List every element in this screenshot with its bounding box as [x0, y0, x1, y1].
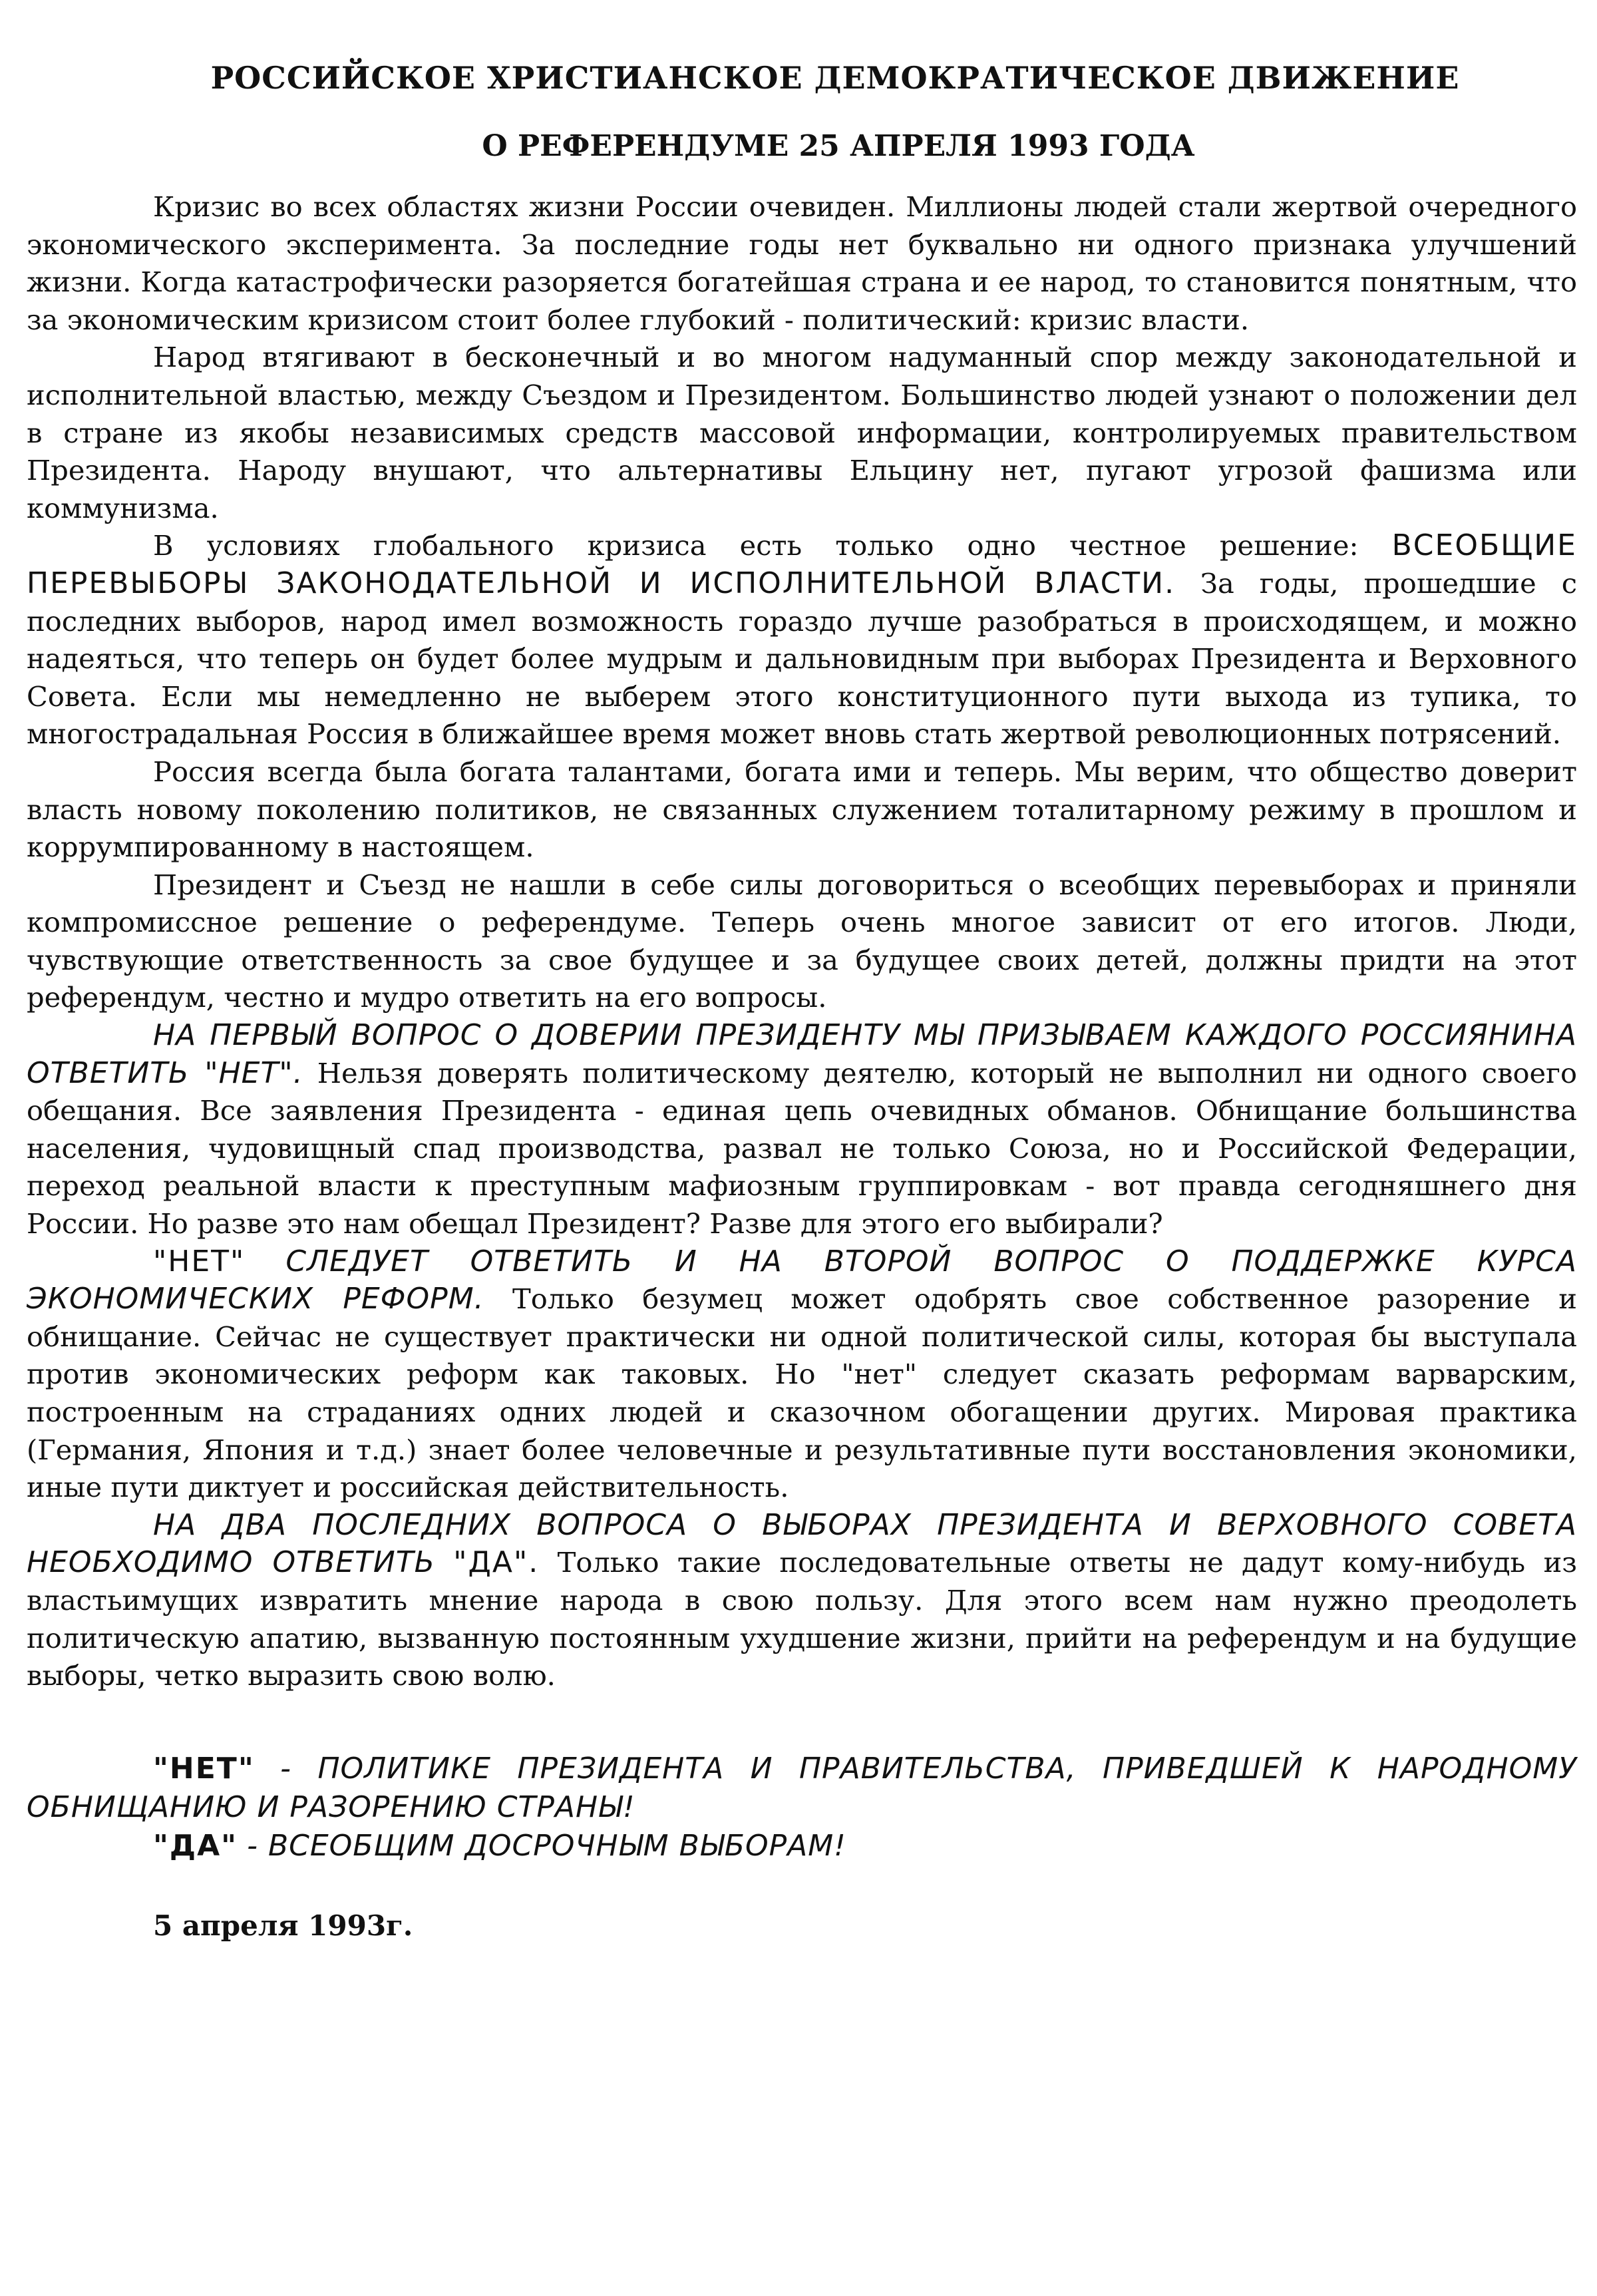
document-page [27, 40, 1577, 1942]
second-question-quote: "НЕТ" [153, 1244, 246, 1278]
slogan-no [27, 1750, 1577, 1827]
reelection-rest: За годы, прошедшие с последних выборов, народ имел возможность гораздо лучше разобраться в происходящем, и можно надеяться, что теперь он будет более мудрым и дальновидным при выборах Президента и Верховного Совета. Если мы немедленно не выберем этого конституционного пути выхода из тупика, то многострадальная Россия в ближайшее время может вновь стать жертвой революционных потрясений. [27, 566, 1577, 751]
paragraph-second-question [27, 1243, 1577, 1507]
slogan-yes [27, 1827, 1577, 1865]
reelection-lead: В условиях глобального кризиса есть только одно честное решение: [153, 529, 1359, 562]
first-question-call: НА ПЕРВЫЙ ВОПРОС О ДОВЕРИИ ПРЕЗИДЕНТУ МЫ ПРИЗЫВАЕМ КАЖДОГО РОССИЯНИНА ОТВЕТИТЬ "НЕТ". [27, 1018, 1577, 1090]
document-title: О РЕФЕРЕНДУМЕ 25 АПРЕЛЯ 1993 ГОДА [482, 129, 1195, 163]
reelection-demand: ВСЕОБЩИЕ ПЕРЕВЫБОРЫ ЗАКОНОДАТЕЛЬНОЙ И ИСПОЛНИТЕЛЬНОЙ ВЛАСТИ. [27, 528, 1577, 600]
first-question-rest: Нельзя доверять политическому деятелю, который не выполнил ни одного своего обещания. Все заявления Президента - единая цепь очевидных обманов. Обнищание большинства населения, чудовищный спад производства, развал не только Союза, но и Российской Федерации, переход реальной власти к преступным мафиозным группировкам - вот правда сегодняшнего дня России. Но разве это нам обещал Президент? Разве для этого его выбирали? [27, 1056, 1577, 1241]
paragraph-compromise: Президент и Съезд не нашли в себе силы договориться о всеобщих перевыборах и приняли компромиссное решение о референдуме. Теперь очень многое зависит от его итогов. Люди, чувствующие ответственность за свое будущее и за будущее своих детей, должны придти на этот референдум, честно и мудро ответить на его вопросы. [27, 868, 1577, 1014]
slogan-yes-text: - ВСЕОБЩИМ ДОСРОЧНЫМ ВЫБОРАМ! [247, 1828, 846, 1863]
paragraph-dispute: Народ втягивают в бесконечный и во многом надуманный спор между законодательной и исполнительной властью, между Съездом и Президентом. Большинство людей узнают о положении дел в стране из якобы независимых средств массовой информации, контролируемых правительством Президента. Народу внушают, что альтернативы Ельцину нет, пугают угрозой фашизма или коммунизма. [27, 341, 1577, 524]
last-questions-rest: Только такие последовательные ответы не дадут кому-нибудь из властьимущих извратить мнение народа в свою пользу. Для этого всем нам нужно преодолеть политическую апатию, вызванную постоянным ухудшение жизни, прийти на референдум и на будущие выборы, четко выразить свою волю. [27, 1546, 1577, 1692]
organization-title: РОССИЙСКОЕ ХРИСТИАНСКОЕ ДЕМОКРАТИЧЕСКОЕ ДВИЖЕНИЕ [210, 60, 1460, 96]
second-question-rest: Только безумец может одобрять свое собственное разорение и обнищание. Сейчас не существует практически ни одной политической силы, которая бы выступала против экономических реформ как таковых. Но "нет" следует сказать реформам варварским, построенным на страданиях одних людей и сказочном обогащении других. Мировая практика (Германия, Япония и т.д.) знает более человечные и результативные пути восстановления экономики, иные пути диктует и российская действительность. [27, 1282, 1577, 1504]
slogan-no-text: - ПОЛИТИКЕ ПРЕЗИДЕНТА И ПРАВИТЕЛЬСТВА, ПРИВЕДШЕЙ К НАРОДНОМУ ОБНИЩАНИЮ И РАЗОРЕНИЮ СТРАНЫ! [27, 1751, 1577, 1824]
slogans-block [27, 1750, 1577, 1865]
slogan-yes-quote: "ДА" [153, 1828, 238, 1863]
paragraph-last-questions [27, 1507, 1577, 1695]
slogan-no-quote: "НЕТ" [153, 1751, 255, 1786]
last-questions-quote: "ДА". [453, 1545, 540, 1580]
last-questions-call: НА ДВА ПОСЛЕДНИХ ВОПРОСА О ВЫБОРАХ ПРЕЗИДЕНТА И ВЕРХОВНОГО СОВЕТА НЕОБХОДИМО ОТВЕТИТЬ [27, 1507, 1577, 1580]
paragraph-first-question [27, 1017, 1577, 1243]
second-question-call: СЛЕДУЕТ ОТВЕТИТЬ И НА ВТОРОЙ ВОПРОС О ПОДДЕРЖКЕ КУРСА ЭКОНОМИЧЕСКИХ РЕФОРМ. [27, 1244, 1577, 1316]
paragraph-crisis: Кризис во всех областях жизни России очевиден. Миллионы людей стали жертвой очередного экономического эксперимента. За последние годы нет буквально ни одного признака улучшений жизни. Когда катастрофически разоряется богатейшая страна и ее народ, то становится понятным, что за экономическим кризисом стоит более глубокий - политический: кризис власти. [27, 190, 1577, 336]
paragraph-talents: Россия всегда была богата талантами, богата ими и теперь. Мы верим, что общество доверит власть новому поколению политиков, не связанных служением тоталитарному режиму в прошлом и коррумпированному в настоящем. [27, 755, 1577, 864]
paragraph-reelection [27, 527, 1577, 753]
document-date: 5 апреля 1993г. [153, 1909, 413, 1942]
